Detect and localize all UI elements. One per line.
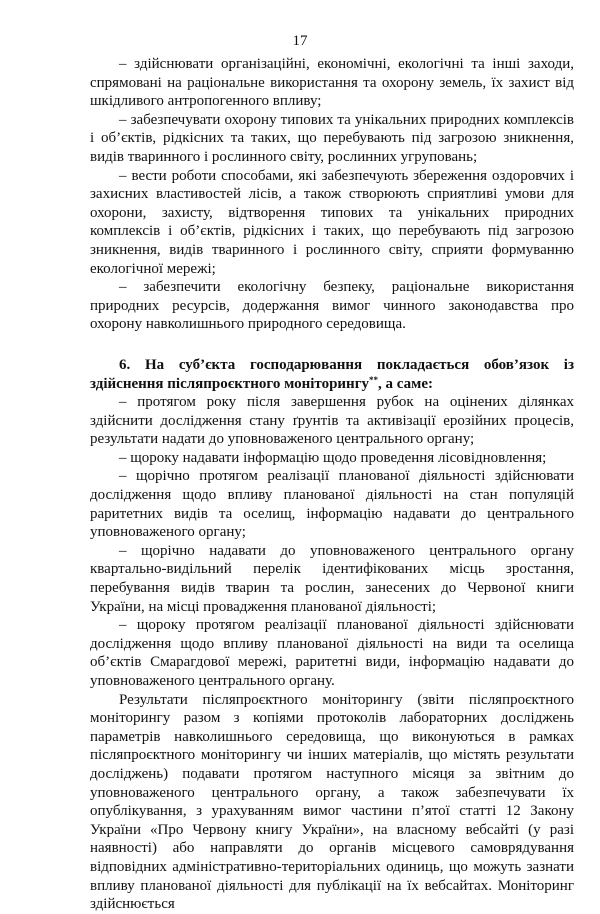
page-number: 17 <box>292 33 308 49</box>
list-item: – здійснювати організаційні, економічні, екологічні та інші заходи, спрямовані на раціональне використання та охорону земель, їх захист від шкідливого антропогенного впливу; <box>90 56 574 110</box>
section-heading-suffix: , а саме: <box>378 375 433 392</box>
list-item: – протягом року після завершення рубок на оцінених ділянках здійснити дослідження стану ґрунтів та активізації ерозійних процесів, результати надати до уповноваженого центрального органу; <box>90 394 574 448</box>
results-paragraph: Результати післяпроєктного моніторингу (звіти післяпроєктного моніторингу разом з копіями протоколів лабораторних досліджень параметрів навколишнього середовища, що виконуються в рамках післяпроєктного моніторингу чи інших матеріалів, що містять результати досліджень) подавати протягом наступного місяця за звітним до уповноваженого центрального органу, а також забезпечувати їх опублікування, з урахуванням вимог частини п’ятої статті 12 Закону України «Про Червону книгу України», на власному вебсайті (у разі наявності) або направляти до органів місцевого самоврядування відповідних адміністративно-територіальних одиниць, що можуть зазнати впливу планованої діяльності для публікації на їх вебсайтах. Моніторинг здійснюється <box>90 691 574 913</box>
paragraph-spacer <box>90 334 574 356</box>
list-item: – щорічно надавати до уповноваженого центрального органу квартально-видільний перелік ідентифікованих місць зростання, перебування видів тварин та рослин, занесених до Червоної книги України, на місці провадження планованої діяльності; <box>90 542 574 615</box>
footnote-marker: ** <box>369 374 379 385</box>
section-heading-text: 6. На суб’єкта господарювання покладається обов’язок із здійснення післяпроєктного моніторингу <box>90 356 574 392</box>
list-item: – забезпечувати охорону типових та унікальних природних комплексів і об’єктів, рідкісних та таких, що перебувають під загрозою зникнення, видів тваринного і рослинного світу, рослинних угруповань; <box>90 111 574 165</box>
list-item: – щороку надавати інформацію щодо проведення лісовідновлення; <box>119 449 547 466</box>
list-item: – щороку протягом реалізації планованої діяльності здійснювати дослідження щодо впливу планованої діяльності на види та оселища об’єктів Смарагдової мережі, раритетні види, інформацію надавати до уповноваженого центрального органу. <box>90 617 574 689</box>
document-body <box>90 55 574 914</box>
section-heading <box>90 356 574 393</box>
list-item: – забезпечити екологічну безпеку, раціональне використання природних ресурсів, додержання вимог чинного законодавства про охорону навколишнього природного середовища. <box>90 279 574 333</box>
list-item: – щорічно протягом реалізації планованої діяльності здійснювати дослідження щодо впливу планованої діяльності на стан популяцій раритетних видів та оселищ, інформацію надавати до центрального уповноваженого органу; <box>90 468 574 541</box>
list-item: – вести роботи способами, які забезпечують збереження оздоровчих і захисних властивостей лісів, а також створюють сприятливі умови для охорони, захисту, відтворення типових та унікальних природних комплексів і об’єктів, рідкісних і таких, що перебувають під загрозою зникнення, видів тваринного і рослинного світу, сприяти формуванню екологічної мережі; <box>90 167 574 277</box>
